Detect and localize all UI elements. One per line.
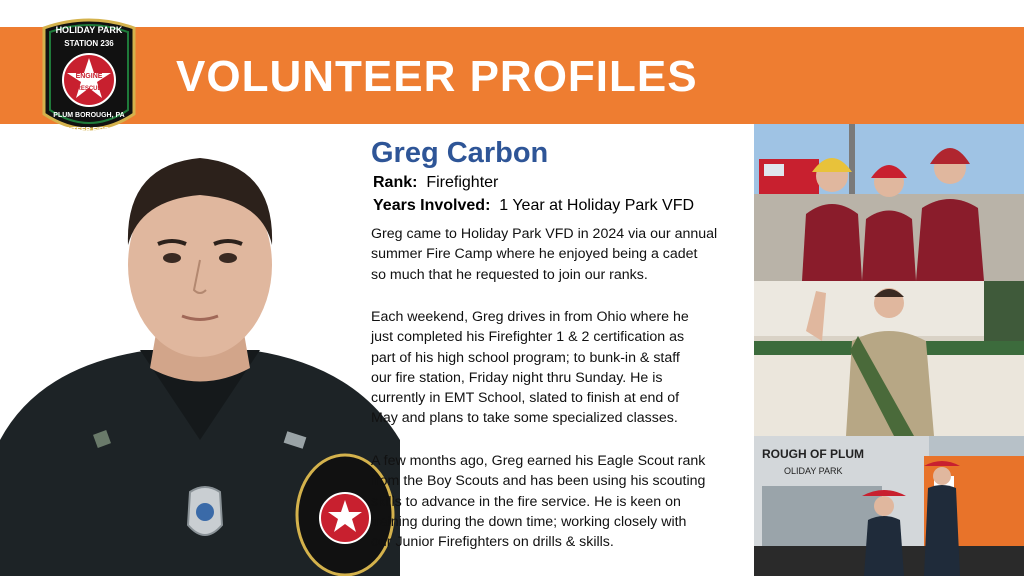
bio-line: our Junior Firefighters on drills & skills. [371, 534, 614, 551]
badge-text-rescue: RESCUE [76, 86, 102, 92]
bio-line: A few months ago, Greg earned his Eagle Scout rank [371, 453, 706, 469]
years-label: Years Involved: [373, 197, 491, 214]
bio-line: skills to advance in the fire service. He is keen on [371, 493, 681, 510]
badge-text-dept: VOLUNTEER FIRE DEPT. [47, 127, 131, 134]
bio-paragraph-2 [371, 307, 751, 429]
years-value: 1 Year at Holiday Park VFD [499, 197, 695, 214]
bio-paragraph-3 [371, 451, 751, 552]
portrait-photo [0, 140, 400, 576]
bio-line: so much that he requested to join our ranks. [371, 266, 648, 283]
page-title: VOLUNTEER PROFILES [176, 52, 698, 101]
truck-sign-text-2: OLIDAY PARK [784, 466, 843, 476]
bio-line: training during the down time; working closely with [371, 513, 687, 530]
bio-line: Each weekend, Greg drives in from Ohio where he [371, 309, 689, 325]
badge-text-location: PLUM BOROUGH, PA [53, 112, 125, 119]
department-badge-logo [36, 10, 142, 144]
bio-line: from the Boy Scouts and has been using his scouting [371, 473, 706, 490]
photo-eagle-scout [754, 281, 1024, 436]
bio-line: part of his high school program; to bunk-in & staff [371, 349, 680, 366]
badge-text-engine: ENGINE [75, 73, 103, 80]
rank-label: Rank: [373, 174, 418, 191]
truck-sign-text-1: ROUGH OF PLUM [762, 447, 864, 461]
badge-text-name: HOLIDAY PARK [55, 25, 123, 35]
bio-line: currently in EMT School, slated to finish at end of [371, 390, 680, 407]
bio-line: summer Fire Camp where he enjoyed being a cadet [371, 246, 698, 263]
rank-value: Firefighter [426, 174, 499, 191]
bio-line: May and plans to take some specialized classes. [371, 410, 678, 427]
profile-name: Greg Carbon [371, 137, 549, 169]
bio-line: just completed his Firefighter 1 & 2 certification as [371, 329, 685, 346]
rank-line [373, 174, 498, 192]
years-line [373, 197, 694, 215]
bio-line: Greg came to Holiday Park VFD in 2024 via our annual [371, 226, 718, 242]
photo-cadets-at-fire-camp [754, 124, 1024, 281]
badge-text-station: STATION 236 [64, 39, 114, 48]
bio-line: our fire station, Friday night thru Sunday. He is [371, 369, 663, 386]
bio-paragraph-1 [371, 224, 751, 285]
photo-fire-engine-drill [754, 436, 1024, 576]
